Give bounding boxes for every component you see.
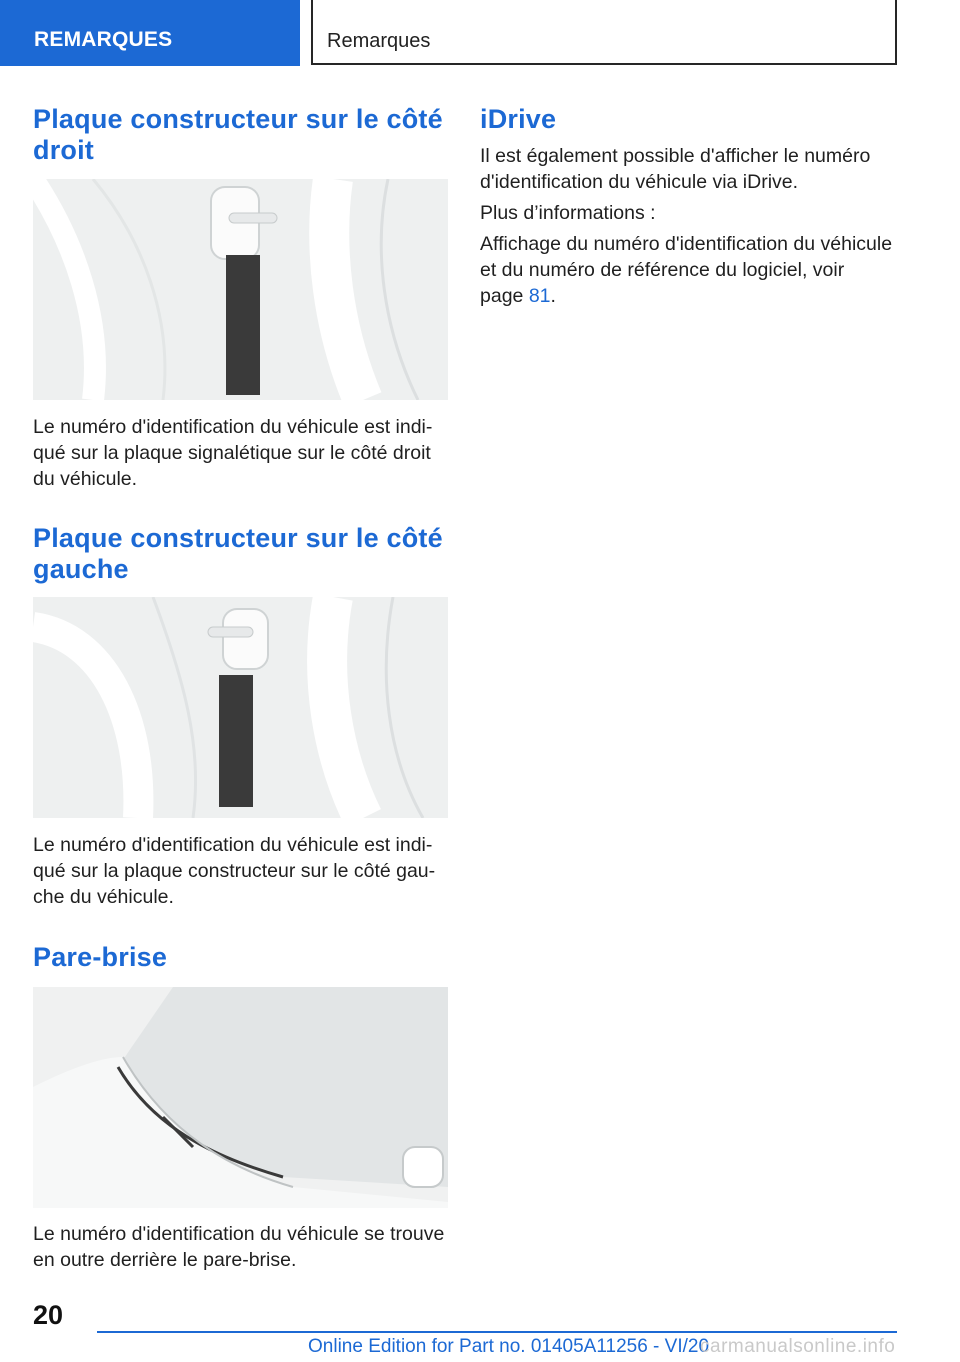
footer-divider [97,1331,897,1333]
section-tab-label: REMARQUES [34,28,173,51]
reference-suffix: . [550,285,556,307]
text-windshield: Le numéro d'identification du véhicule se trouve en outre derrière le pare-brise. [33,1223,445,1271]
chapter-tab-label: Remarques [327,30,431,52]
heading-right-plate: Plaque constructeur sur le côté droit [33,104,443,165]
reference-text: Affichage du numéro d'identification du véhicule et du numéro de référence du logiciel, voir [480,233,893,281]
text-right-plate: Le numéro d'identification du véhicule est indiqué sur la plaque signalétique sur le côté droit du véhicule. [33,416,433,490]
text-left-plate: Le numéro d'identification du véhicule est indiqué sur la plaque constructeur sur le côté gauche du véhicule. [33,834,436,908]
text-more-info: Plus d’informations : [480,202,656,224]
page-link[interactable]: 81 [528,285,551,307]
chapter-tab[interactable] [311,0,897,65]
footer-edition: Online Edition for Part no. 01405A11256 - VI/20 [308,1336,710,1357]
page-prefix: page [480,285,529,307]
heading-left-plate: Plaque constructeur sur le côté gauche [33,523,443,584]
page-number: 20 [33,1300,64,1330]
heading-windshield: Pare-brise [33,942,168,972]
watermark: carmanualsonline.info [700,1336,896,1357]
figure-right-door-pillar [33,179,448,400]
heading-idrive: iDrive [480,104,557,134]
text-idrive-reference [480,231,900,309]
figure-windshield [33,987,448,1208]
text-idrive-intro: Il est également possible d'afficher le numéro d'identification du véhicule via iDrive. [480,145,871,193]
section-tab[interactable] [0,0,300,66]
figure-left-door-pillar [33,597,448,818]
